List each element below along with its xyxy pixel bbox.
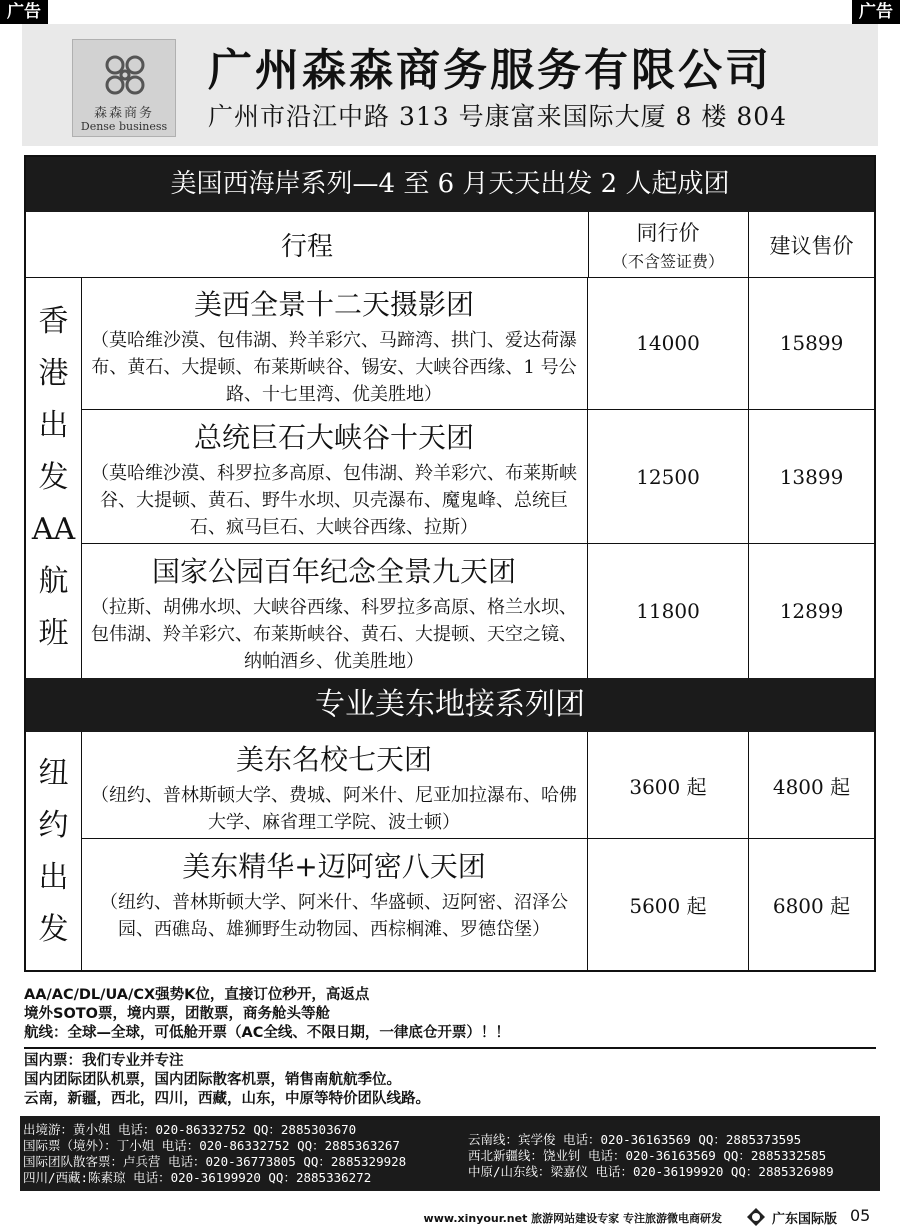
contact-panel — [20, 1116, 880, 1191]
suggested-price-cell: 15899 — [779, 331, 844, 355]
ad-tag-left: 广告 — [0, 0, 48, 24]
contact-line: 中原/山东线：梁嘉仪 电话：020-36199920 QQ：2885326989 — [468, 1164, 834, 1179]
contact-line: 西北新疆线：饶业钊 电话：020-36163569 QQ：2885332585 — [468, 1148, 827, 1163]
group-label-char: 出 — [38, 407, 69, 443]
tour-row — [81, 732, 874, 839]
peer-price-cell: 5600 起 — [588, 839, 749, 970]
domestic-line: 国内团际团队机票，国内团际散客机票，销售南航航季位。 — [24, 1072, 401, 1088]
group-label-char: 发 — [38, 912, 69, 947]
group-label-char: 航 — [38, 563, 69, 599]
tour-name: 美东名校七天团 — [235, 743, 432, 776]
company-name: 广州森森商务服务有限公司 — [208, 45, 772, 96]
tour-name: 总统巨石大峡谷十天团 — [193, 421, 474, 454]
tour-route: （莫哈维沙漠、科罗拉多高原、包伟湖、羚羊彩穴、布莱斯峡谷、大提顿、黄石、野牛水坝、贝壳瀑布、魔鬼峰、总统巨石、疯马巨石、大峡谷西缘、拉斯） — [91, 463, 577, 538]
logo-cn-text: 森森商务 — [93, 106, 154, 121]
tour-name: 美西全景十二天摄影团 — [193, 288, 474, 321]
note-line: 航线：全球—全球，可低舱开票（AC全线、不限日期，一律底仓开票）！！ — [24, 1025, 510, 1041]
group-label-char: 出 — [38, 860, 69, 895]
column-header-peer-price — [588, 212, 749, 278]
section-title-west-coast: 美国西海岸系列—4 至 6 月天天出发 2 人起成团 — [26, 157, 874, 212]
peer-price-note: （不含签证费） — [611, 252, 724, 271]
suggested-price-cell: 13899 — [779, 464, 844, 489]
domestic-ticket-notes — [24, 1052, 876, 1109]
note-line: 境外SOTO票，境内票，团散票，商务舱头等舱 — [24, 1006, 330, 1022]
tour-itinerary-cell — [81, 410, 588, 543]
tour-name: 美东精华+迈阿密八天团 — [182, 850, 486, 883]
ad-tag-right: 广告 — [852, 0, 900, 24]
footer-edition: 广东国际版 — [772, 1212, 838, 1227]
column-header-itinerary: 行程 — [26, 212, 589, 278]
suggested-price-cell: 6800 起 — [772, 894, 851, 918]
airline-ticket-notes — [24, 986, 876, 1043]
tour-itinerary-cell — [81, 732, 588, 838]
domestic-line: 云南，新疆，西北，四川，西藏，山东，中原等特价团队线路。 — [24, 1091, 430, 1107]
footer-text: www.xinyour.net 旅游网站建设专家 专注旅游微电商研发 — [423, 1212, 722, 1225]
tour-route: （纽约、普林斯顿大学、阿米什、华盛顿、迈阿密、沼泽公园、西礁岛、雄狮野生动物园、西棕榈滩、罗德岱堡） — [100, 892, 568, 940]
group-label-char: 香 — [38, 303, 69, 339]
peer-price-cell: 12500 — [588, 410, 749, 543]
page-number: 05 — [850, 1206, 871, 1225]
tour-route: （拉斯、胡佛水坝、大峡谷西缘、科罗拉多高原、格兰水坝、包伟湖、羚羊彩穴、布莱斯峡谷、黄石、大提顿、天空之镜、纳帕酒乡、优美胜地） — [91, 597, 577, 672]
group-label-char: 发 — [38, 459, 69, 495]
swirl-logo-icon — [100, 50, 150, 100]
column-header-suggested-price: 建议售价 — [749, 212, 874, 278]
group-label-char: 纽 — [38, 756, 69, 791]
logo-en-text: Dense business — [80, 120, 168, 133]
group-label-char: 约 — [38, 808, 69, 843]
peer-price-cell: 11800 — [588, 544, 749, 678]
group-label-newyork-departure — [26, 732, 82, 972]
tour-route: （纽约、普林斯顿大学、费城、阿米什、尼亚加拉瀑布、哈佛大学、麻省理工学院、波士顿） — [91, 785, 577, 833]
group-label-char: 港 — [38, 355, 69, 391]
tour-name: 国家公园百年纪念全景九天团 — [151, 555, 516, 588]
note-line: AA/AC/DL/UA/CX强势K位，直接订位秒开，高返点 — [24, 987, 370, 1003]
tour-price-table — [24, 155, 876, 972]
tour-row — [81, 839, 874, 970]
peer-price-cell: 3600 起 — [588, 732, 749, 838]
tour-row — [81, 277, 874, 410]
tour-route: （莫哈维沙漠、包伟湖、羚羊彩穴、马蹄湾、拱门、爱达荷瀑布、黄石、大提顿、布莱斯峡谷、锡安、大峡谷西缘、1 号公路、十七里湾、优美胜地） — [91, 330, 577, 405]
contact-line: 出境游：黄小姐 电话：020-86332752 QQ：2885303670 — [23, 1122, 357, 1137]
contact-line: 云南线：宾学俊 电话：020-36163569 QQ：2885373595 — [468, 1132, 802, 1147]
group-label-char: AA — [31, 511, 76, 547]
tour-itinerary-cell — [81, 839, 588, 970]
contact-line: 国际团队散客票：卢兵营 电话：020-36773805 QQ：2885329928 — [23, 1154, 407, 1169]
tour-row — [81, 410, 874, 544]
contact-line: 国际票（境外）：丁小姐 电话：020-86332752 QQ：2885363267 — [23, 1138, 400, 1153]
suggested-price-cell: 4800 起 — [772, 774, 851, 799]
group-label-char: 班 — [38, 615, 69, 651]
domestic-line: 国内票：我们专业并专注 — [24, 1053, 184, 1069]
company-logo — [72, 39, 176, 137]
contact-line: 四川/西藏:陈素琼 电话：020-36199920 QQ：2885336272 — [23, 1170, 372, 1185]
peer-price-label: 同行价 — [636, 221, 700, 245]
group-label-hongkong-departure — [26, 277, 82, 678]
tour-row — [81, 544, 874, 678]
section-divider — [24, 1047, 876, 1049]
company-address: 广州市沿江中路 313 号康富来国际大厦 8 楼 804 — [208, 102, 788, 131]
tour-itinerary-cell — [81, 277, 588, 409]
badge-icon — [746, 1207, 766, 1227]
tour-itinerary-cell — [81, 544, 588, 678]
contact-list-right — [468, 1132, 834, 1180]
section-title-east-coast: 专业美东地接系列团 — [26, 678, 874, 732]
peer-price-cell: 14000 — [588, 277, 749, 409]
suggested-price-cell: 12899 — [779, 599, 844, 623]
page-footer — [0, 1201, 900, 1230]
contact-list-left — [23, 1122, 406, 1186]
company-header — [22, 24, 878, 146]
